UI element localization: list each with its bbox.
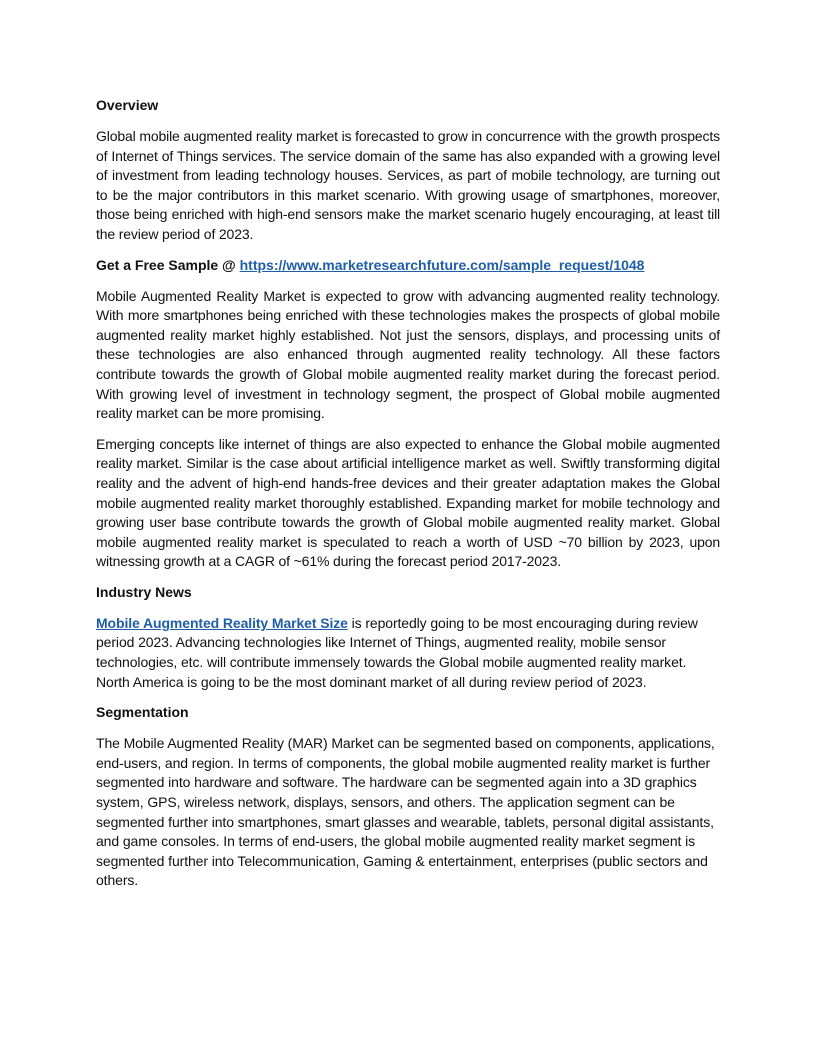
overview-heading: Overview [96,97,159,113]
industry-news-text: is reportedly going to be most encouraging during review period 2023. Advancing technologies like Internet of Things, augmented reality, mobile sensor technologies, etc. will contribute immensely towards the Global mobile augmented reality market. North America is going to be the most dominant market of all during review period of 2023. [96,614,698,690]
emerging-concepts-paragraph: Emerging concepts like internet of things are also expected to enhance the Global mobile augmented reality market. Similar is the case about artificial intelligence market as well. Swiftly transforming digital reality and the advent of high-end hands-free devices and their greater adaptation makes the Global mobile augmented reality market thoroughly established. Expanding market for mobile technology and growing user base contribute towards the growth of Global mobile augmented reality market. Global mobile augmented reality market is speculated to reach a worth of USD ~70 billion by 2023, upon witnessing growth at a CAGR of ~61% during the forecast period 2017-2023. [96,435,720,570]
free-sample-label: Get a Free Sample @ [96,256,240,273]
segmentation-paragraph: The Mobile Augmented Reality (MAR) Market can be segmented based on components, applications, end-users, and region. In terms of components, the global mobile augmented reality market is further segmented into hardware and software. The hardware can be segmented again into a 3D graphics system, GPS, wireless network, displays, sensors, and others. The application segment can be segmented further into smartphones, smart glasses and wearable, tablets, personal digital assistants, and game consoles. In terms of end-users, the global mobile augmented reality market segment is segmented further into Telecommunication, Gaming & entertainment, enterprises (public sectors and others. [96,735,715,889]
industry-news-heading: Industry News [96,583,192,600]
market-size-link[interactable]: Mobile Augmented Reality Market Size [96,614,348,631]
document-page [96,96,720,902]
segmentation-heading: Segmentation [96,704,189,721]
market-growth-paragraph: Mobile Augmented Reality Market is expected to grow with advancing augmented reality technology. With more smartphones being enriched with these technologies makes the prospects of global mobile augmented reality market highly established. Not just the sensors, displays, and processing units of these technologies are also enhanced through augmented reality technology. All these factors contribute towards the growth of Global mobile augmented reality market during the forecast period. With growing level of investment in technology segment, the prospect of Global mobile augmented reality market can be more promising. [96,287,720,422]
sample-request-link[interactable]: https://www.marketresearchfuture.com/sample_request/1048 [239,256,645,273]
overview-paragraph: Global mobile augmented reality market is forecasted to grow in concurrence with the growth prospects of Internet of Things services. The service domain of the same has also expanded with a growing level of investment from leading technology houses. Services, as part of mobile technology, are turning out to be the major contributors in this market scenario. With growing usage of smartphones, moreover, those being enriched with high-end sensors make the market scenario hugely encouraging, at least till the review period of 2023. [96,128,720,242]
industry-news-paragraph [96,614,720,692]
free-sample-line [96,256,720,275]
